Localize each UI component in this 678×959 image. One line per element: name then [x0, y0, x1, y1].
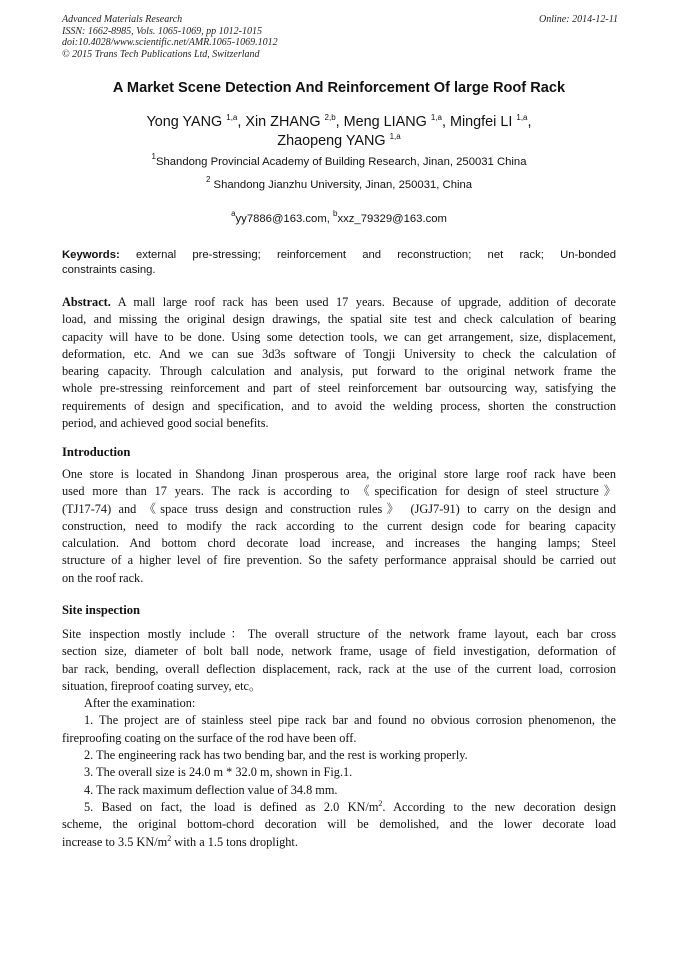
- abstract-label: Abstract.: [62, 295, 111, 309]
- abstract-line: requirements of design and specification, and to avoid the welding process, shorten the construction: [62, 398, 616, 413]
- site-line: section size, diameter of bolt ball node, network frame, usage of field investigation, deformation of: [62, 644, 616, 659]
- author-sup: 2,b: [324, 113, 336, 122]
- email-b: xxz_79329@163.com: [337, 213, 447, 225]
- email-sup: b: [333, 209, 338, 218]
- abstract-line: deformation, etc. And we can sue 3d3s software of Tongji University to check the calculation of: [62, 346, 616, 361]
- author-name: Mingfei LI: [449, 114, 517, 130]
- intro-line: construction, need to modify the rack according to the current design code for bearing capacity: [62, 518, 616, 533]
- section-heading-introduction: Introduction: [62, 445, 131, 459]
- site-item-1-cont: fireproofing coating on the surface of the rod have been off.: [62, 730, 357, 745]
- intro-line: used more than 17 years. The rack is according to 《specification for design of steel structure》: [62, 484, 616, 499]
- author-sep: ,: [527, 114, 532, 130]
- affiliation-sup: 1: [151, 152, 156, 161]
- author-sup: 1,a: [430, 113, 442, 122]
- email-sup: a: [231, 209, 236, 218]
- site-line: situation, fireproof coating survey, etc。: [62, 678, 262, 693]
- site-item-5-text-d: with a 1.5 tons droplight.: [171, 834, 298, 849]
- author-sep: ,: [335, 114, 344, 130]
- site-line: Site inspection mostly include：The overall structure of the network frame layout, each bar cross: [62, 627, 616, 641]
- affiliation-text: Shandong Jianzhu University, Jinan, 250031, China: [210, 179, 473, 191]
- author-name: Xin ZHANG: [245, 114, 325, 130]
- author-name: Zhaopeng YANG: [277, 133, 390, 149]
- site-item-5-cont2: [62, 834, 616, 851]
- doi-line: doi:10.4028/www.scientific.net/AMR.1065-1069.1012: [62, 37, 278, 48]
- site-after-examination: After the examination:: [84, 696, 196, 711]
- affiliation-2: [62, 175, 616, 191]
- section-heading-site-inspection: Site inspection: [62, 603, 141, 617]
- copyright-line: © 2015 Trans Tech Publications Ltd, Switzerland: [62, 48, 260, 60]
- online-date: Online: 2014-12-11: [539, 14, 618, 25]
- email-line: [62, 209, 616, 225]
- abstract-line: load, and missing the original design drawings, the spatial site test and check calculation of bearing: [62, 312, 616, 327]
- email-a: yy7886@163.com,: [235, 213, 334, 225]
- affiliation-text: Shandong Provincial Academy of Building Research, Jinan, 250031 China: [155, 156, 527, 168]
- intro-line: (TJ17-74) and 《space truss design and construction rules》 (JGJ7-91) to carry on the design and: [62, 501, 616, 516]
- abstract-line: capacity will have to be done. Using some detection tools, we can get arrangement, size, displacement,: [62, 329, 616, 344]
- site-item-1: 1. The project are of stainless steel pipe rack bar and found no obvious corrosion phenomenon, the: [84, 713, 616, 728]
- abstract-text: A mall large roof rack has been used 17 years. Because of upgrade, addition of decorate: [117, 295, 616, 309]
- author-sup: 1,a: [516, 113, 528, 122]
- abstract-line: bearing capacity. Through calculation and analysis, put forward to the original network frame the: [62, 364, 616, 379]
- site-item-5-text-b: . According to the new decoration design: [382, 799, 616, 814]
- superscript: 2: [378, 798, 383, 808]
- keywords-text: external pre-stressing; reinforcement and reconstruction; net rack; Un-bonded: [135, 249, 617, 261]
- author-sep: ,: [237, 114, 246, 130]
- keywords-label: Keywords:: [62, 249, 120, 261]
- intro-line: One store is located in Shandong Jinan prosperous area, the original store large roof rack have been: [62, 467, 616, 481]
- superscript: 2: [167, 833, 172, 843]
- intro-line: structure of a higher level of fire prevention. So the safety performance appraisal should be carried out: [62, 553, 616, 568]
- abstract-line: period, and achieved good social benefits.: [62, 416, 269, 431]
- introduction-body: [62, 466, 616, 587]
- author-sep: ,: [441, 114, 450, 130]
- author-sup: 1,a: [389, 132, 401, 141]
- abstract: [62, 294, 616, 432]
- author-name: Yong YANG: [146, 114, 227, 130]
- site-inspection-body: [62, 626, 616, 851]
- intro-line: calculation. And bottom chord decorate load increase, and increases the hanging lamps; Steel: [62, 536, 616, 551]
- site-item-5-cont: scheme, the original bottom-chord decoration will be demolished, and the lower decorate load: [62, 817, 616, 832]
- site-item-3: 3. The overall size is 24.0 m * 32.0 m, shown in Fig.1.: [84, 765, 353, 780]
- abstract-line: [62, 294, 616, 311]
- issn-line: ISSN: 1662-8985, Vols. 1065-1069, pp 1012-1015: [62, 25, 262, 37]
- paper-title: A Market Scene Detection And Reinforcement Of large Roof Rack: [112, 80, 566, 96]
- keywords-text-cont: constraints casing.: [62, 264, 156, 276]
- abstract-line: whole pre-stressing reinforcement and part of steel reinforcement bar outsourcing way, satisfying the: [62, 381, 616, 396]
- site-line: bar rack, bending, overall deflection displacement, rack, rack at the use of the current load, corrosion: [62, 661, 616, 676]
- intro-line: on the roof rack.: [62, 570, 144, 585]
- journal-header: [62, 14, 618, 60]
- site-item-5-text: 5. Based on fact, the load is defined as 2.0 KN/m: [84, 799, 379, 814]
- affiliation-sup: 2: [205, 175, 211, 184]
- author-list: [62, 113, 616, 151]
- keywords: [62, 248, 616, 278]
- site-item-5-text-c: increase to 3.5 KN/m: [62, 834, 168, 849]
- author-name: Meng LIANG: [343, 114, 431, 130]
- journal-name: Advanced Materials Research: [62, 14, 183, 25]
- author-sup: 1,a: [226, 113, 238, 122]
- site-item-5: [62, 799, 616, 816]
- site-item-4: 4. The rack maximum deflection value of 34.8 mm.: [84, 782, 338, 797]
- site-item-2: 2. The engineering rack has two bending bar, and the rest is working properly.: [84, 748, 468, 763]
- affiliation-1: [62, 152, 616, 168]
